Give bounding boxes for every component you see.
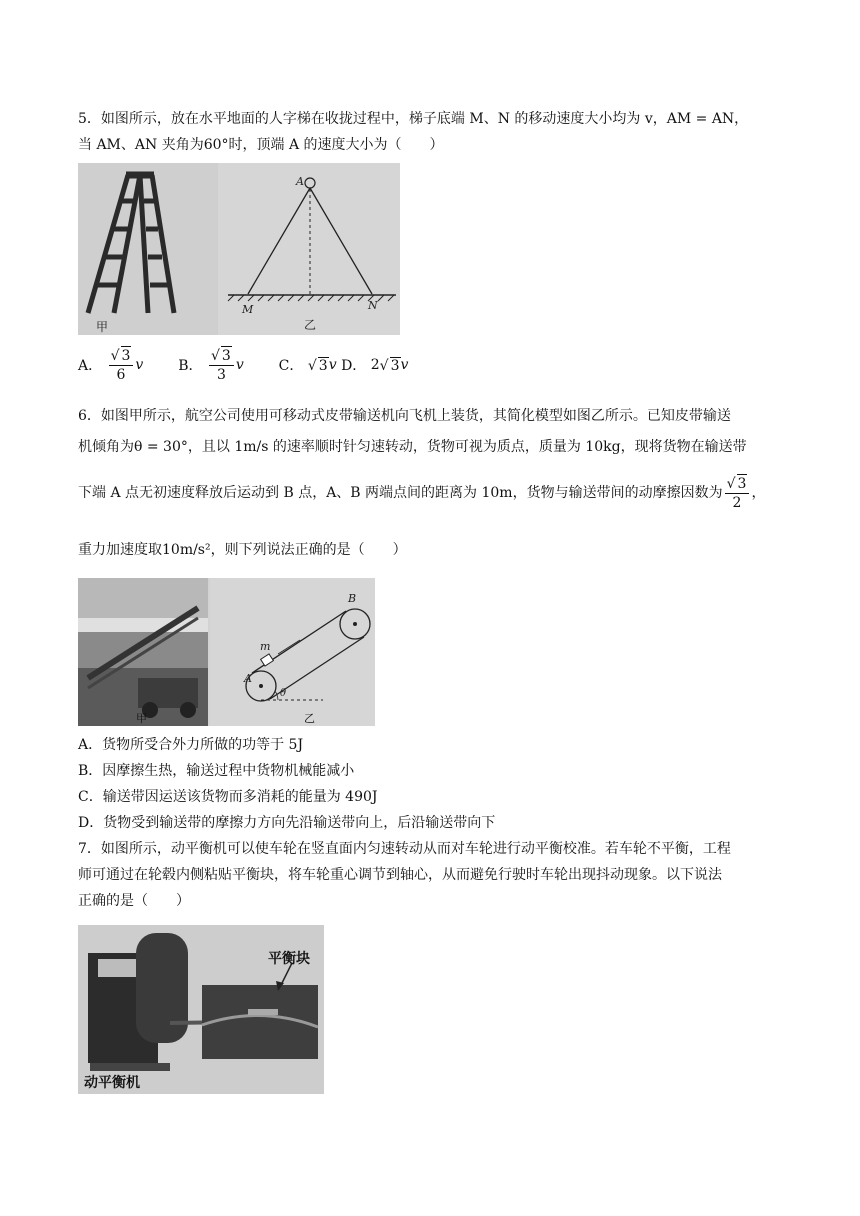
q6-stem-line2: 机倾角为θ = 30°，且以 1m/s 的速率顺时针匀速转动，货物可视为质点，质量为 10kg，现将货物在输送带	[78, 439, 747, 455]
q7-figure	[78, 925, 324, 1094]
q6-stem-line1: 6．如图甲所示，航空公司使用可移动式皮带输送机向飞机上装货，其简化模型如图乙所示。已知皮带输送	[78, 408, 731, 424]
q6-mu-fraction: $\frac{√ 3}{2}$	[725, 474, 750, 512]
q5-fig-label-left: 甲	[96, 320, 109, 334]
q7-balance-block-label: 平衡块	[268, 951, 310, 967]
q6-figure	[78, 578, 375, 726]
q5-option-a-fraction: $\frac{√ 3}{6}$	[109, 346, 134, 384]
q6-mu-tail: ，	[751, 485, 766, 501]
q5-option-b-den: 3	[216, 367, 226, 383]
q6-figure-drawing	[78, 578, 375, 726]
q5-figure	[78, 163, 400, 335]
q5-option-a-den: 6	[116, 367, 126, 383]
q5-option-d-coef: 2	[370, 357, 380, 373]
q6-option-b: B．因摩擦生热，输送过程中货物机械能减小	[78, 763, 355, 779]
q7-stem-line1: 7．如图所示，动平衡机可以使车轮在竖直面内匀速转动从而对车轮进行动平衡校准。若车轮不平衡，工程	[78, 841, 731, 857]
q5-options: A． $\frac{√ 3}{6}$ v B． $\frac{√ 3}{3}$ v C． √ 3v D． 2√ 3v	[78, 348, 409, 383]
q6-stem-line3: 下端 A 点无初速度释放后运动到 B 点，A、B 两端点间的距离为 10m，货物与输送带间的动摩擦因数为	[78, 485, 723, 501]
q5-point-m: M	[242, 303, 254, 316]
q5-point-n: N	[368, 299, 378, 312]
q6-fig-label-right: 乙	[304, 712, 315, 725]
q5-option-b-fraction: $\frac{√ 3}{3}$	[209, 346, 234, 384]
q5-option-d-body: 3	[390, 357, 400, 374]
q6-point-a: A	[244, 672, 252, 685]
q5-stem-line1: 5．如图所示，放在水平地面的人字梯在收拢过程中，梯子底端 M、N 的移动速度大小均为 v，AM = AN，	[78, 111, 749, 127]
q5-option-a-label: A．	[78, 358, 103, 374]
q6-fig-label-left: 甲	[136, 712, 147, 725]
q7-figure-drawing	[78, 925, 324, 1094]
q6-point-b: B	[348, 592, 357, 605]
q7-machine-label: 动平衡机	[84, 1075, 140, 1091]
q6-mu-den: 2	[732, 495, 742, 511]
q5-option-c-label: C．	[278, 358, 304, 374]
q5-option-a-v: v	[135, 357, 144, 373]
q6-angle-label: θ	[280, 688, 287, 699]
q6-mass-label: m	[260, 640, 271, 653]
q7-stem-line2: 师可通过在轮毂内侧粘贴平衡块，将车轮重心调节到轴心，从而避免行驶时车轮出现抖动现象。以下说法	[78, 867, 722, 883]
q6-stem-line4: 重力加速度取10m/s²，则下列说法正确的是（ ）	[78, 542, 407, 558]
q6-mu-num: 3	[737, 476, 747, 492]
q5-option-d-v: v	[400, 357, 409, 373]
q5-fig-label-right: 乙	[304, 318, 317, 332]
q5-option-c-v: v	[328, 357, 337, 373]
q6-option-a: A．货物所受合外力所做的功等于 5J	[78, 737, 304, 753]
q6-option-c: C．输送带因运送该货物而多消耗的能量为 490J	[78, 789, 378, 805]
q5-stem-line2: 当 AM、AN 夹角为60°时，顶端 A 的速度大小为（ ）	[78, 137, 444, 153]
q6-stem-line3-wrap	[78, 474, 765, 520]
q5-option-b-v: v	[235, 357, 244, 373]
q5-option-b-label: B．	[178, 358, 203, 374]
q5-option-b-num: 3	[221, 348, 231, 364]
q5-option-a-num: 3	[121, 348, 131, 364]
q5-figure-drawing	[78, 163, 400, 335]
q6-option-d: D．货物受到输送带的摩擦力方向先沿输送带向上，后沿输送带向下	[78, 815, 496, 831]
q5-option-d-label: D．	[341, 358, 367, 374]
q7-stem-line3: 正确的是（ ）	[78, 893, 190, 909]
q5-point-a: A	[296, 175, 304, 188]
q5-option-c-body: 3	[318, 357, 328, 374]
